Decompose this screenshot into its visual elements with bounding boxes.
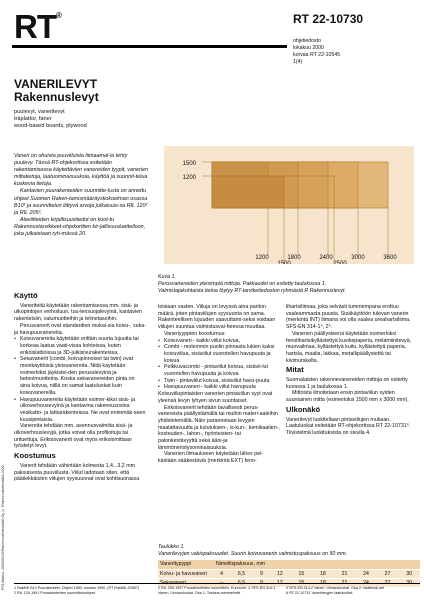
footnote: 3 SFS-EN 314-2 Vaneri. Liimausluokat. Osa 2: Vaatimuk-set [286, 586, 385, 590]
term: wood-based boards, plywood [14, 123, 87, 130]
meta-line: korvaa RT 22-10545 [293, 52, 341, 58]
paragraph: Suomalaisten rakennevanereiden mittoja on esitetty kuvassa 1 ja taulukossa 1. [286, 377, 408, 390]
section-heading: Mitat [286, 365, 304, 375]
board-1500 [212, 176, 284, 208]
paragraph: Erikoisvanerit tehdään tavallisesti perus-vanereista päällystämällä tai muihin materi-aaleihin yhdistelemällä. Näin parannetaan levyjen maalattavuutta ja kulutuksen-, is-kun-, kemikaalien-, kosteuden-, lahon-, hyönteisten- tai palonkestävyyttä sekä ääni-ja lämmöneristysominaisuuksia. [158, 404, 280, 451]
table-cell: Koivu- ja havuvaneri [158, 569, 214, 578]
paragraph: lihartsiliimaa, joka selvästi tummempana erottuu vaaleammasta puusta. Sisäkäyttöön tulevan vanerin (merkintä INT) liimana voi olla vaalea ureahartsiliima. SFS-EN 314-1⁴, 2⁵. [286, 304, 411, 331]
dim-label: 1500 [277, 261, 291, 264]
diagram-svg [164, 146, 414, 264]
term-list [14, 109, 87, 131]
meta-line: ohjetiedosto [293, 38, 321, 44]
title-sub: Rakennuslevyt [14, 90, 99, 104]
dim-label: 3600 [383, 255, 397, 261]
table-cell: 30 [398, 569, 420, 578]
footnotes-col1 [14, 586, 152, 595]
sheet-size-diagram [164, 146, 414, 264]
meta-line: lokakuu 2000 [293, 45, 324, 51]
dim-label: 1200 [182, 175, 196, 181]
paragraph: Vaneriyyppien koostumus: [164, 330, 226, 337]
table-caption-text: Vanerilevyjen vakiopaksuudet. Suurin koivuvanerin valmistuspaksuus on 50 mm. [158, 550, 348, 557]
paragraph: Vanerit tehdään vähintään kolmesta 1,4...3,2 mm paksuisesta puuviilusta. Viilut ladotaan siten, että pääilekkäisten viilujen syysuunnat ovat kohtisuorassa [14, 462, 140, 483]
dim-label: 2500 [333, 261, 347, 264]
table-header-cell: Vaneritypyppi [158, 560, 214, 569]
intro-paragraph: Alaviitteiden kirjallisuustiedot on koot-tu Rakennustarvikkeet-ohjekorttien kir-jallisuusluettelloon, joka julkaistaan ryh-mässä 20. [14, 216, 146, 238]
paragraph: Mittoista ilmoitetaan ensin pintaviilun syiden suuntainen mitta (esimerkiksi 1500 mm x 3000 mm). [286, 390, 409, 404]
footnotes-col3 [286, 586, 418, 595]
table-caption-label: Taulukko 1. [158, 544, 185, 550]
column-2 [158, 304, 280, 465]
section-heading: Koostumus [14, 451, 56, 461]
paragraph: Vanerien liimaukseen käytetään lähes pel-kästään sääkestäviä (merkintä EXT) feno- [158, 451, 264, 465]
dim-label: 2400 [319, 255, 333, 261]
column-1 [14, 290, 146, 483]
bullet-list [158, 338, 280, 392]
list-item: • Koivuvanereita käytetään erittäin suurta lujuutta tai korkeaa laatua vaati-vissa kohteissa, kuten erikoislattioissa ja 3D-julkisivurakenteissa. [14, 336, 146, 356]
section-heading: Käyttö [14, 291, 38, 300]
dim-label: 1800 [287, 255, 301, 261]
table-cell: 15 [291, 569, 313, 578]
table-cell: 6,5 [229, 569, 254, 578]
list-item: • Sekavanerit (combi, koivupinnoiset tai twin) ovat monikäyttöisiä yleisvanereita. Niitä käytetään esimerkiksi jäykistei-den perusslevyinä ja betonimuotteina. Koska sekavanereiden pinta on aina koivua, niillä on samat laatuluokat kuin koivuvanereilla. [14, 356, 146, 396]
list-item: • Koivuvaneri - kaikki viilut koivua, [158, 338, 280, 345]
intro-text [14, 153, 148, 238]
dim-label: 1500 [182, 161, 196, 167]
footnote: 6 RT 22-10731 Vanerilevyjen laatuluokat. [286, 590, 354, 595]
paragraph: toisiaan vasten. Viiluja on levyssä aina pariton määrä, joten pintaviilujen syysuunta on sama. Rakenteellisen lujuuden saavuttami-seksi voidaan viilujen suuntaa valmistusvai-heessa muuttaa. [158, 304, 276, 331]
paragraph: Perusvanerit ovat standardien mukai-sia koivu-, seka- ja havupuuvanereita. [14, 322, 147, 336]
column-3 [286, 304, 416, 437]
dim-label: 3000 [351, 255, 365, 261]
table-cell: 21 [334, 569, 356, 578]
term: träplattor, faner [14, 116, 52, 123]
caption-label: Kuva 1. [158, 274, 176, 280]
caption-line: Valmistajakohtaista tietoa löytyy RT-tarviketiedoston ryhmästä R Rakennuslevyt. [158, 287, 346, 294]
header-rule [12, 45, 287, 48]
intro-paragraph: Vaneri on ohuista puuviiluista liimaamal-la tehty puulevy. Tässä RT-ohjekortissa esitetään rakentamisessa käytettävien vanereiden tyypit, vanerien mittatietoja, laatuominaisuuksia, käyttöä ja suunnit-telua koskevia tietoja. [14, 153, 148, 188]
paragraph: Vanereita tehdään mm. asennusvalmiita sisä- ja ulkoverhouslevyjä, jotka voivat olla profiloituja tai urituettuja. Erikoisvanerit ovat myös erikoismittaan työstetyt levyt. [14, 423, 133, 450]
intro-paragraph: Kantavien puurakenteiden suunnitte-lusta on annettu ohjeet Suomen Raken-tamismääräyskokoelman osassa B10¹ ja suunnittelun liittyvä arvoja julkaisuis-sa RIL 120² ja RIL 205³. [14, 188, 148, 216]
list-item: • Combi - molemmin puolin pinnasta lukien kaksi koivuviilua, sisäviilut vuorotellen havupuuta ja koivua [158, 344, 280, 364]
list-item: • Havupuuvaneri - kaikki viilut havupuuta [158, 384, 280, 391]
meta-line: 1(4) [293, 59, 303, 65]
table-cell: 27 [377, 569, 399, 578]
bullet-list [14, 336, 146, 423]
section-heading: Ulkonäkö [286, 404, 321, 414]
figure-caption [158, 274, 418, 294]
table-header-row [158, 560, 420, 569]
footnote: 1 RakMK B10 Puurakenteet. Ohjeet 1983, muutos 1990. (RT RakMK-20957) [14, 586, 140, 590]
footnote-rule [14, 583, 420, 584]
table-caption [158, 544, 418, 557]
table-cell: 24 [355, 569, 377, 578]
paragraph: Koivuviilupintaisten vanerien pintaviilun syyt ovat yleensä levyn lyhyen sivun suuntaiset. [158, 391, 273, 404]
rt-logo: RT® [14, 8, 62, 45]
card-code: RT 22-10730 [293, 12, 364, 26]
term: puulevyt, vanerilevyt [14, 109, 65, 115]
table-cell: 9 [254, 569, 269, 578]
paragraph: Vaneriteitä käytetään rakentamisessa mm. sisä- ja ulkopintojen verhoiluun, tuu-lensuojalevyinä, kantavien rakenteisiin, valumuotteihin ja telinetasoihin. [14, 302, 143, 323]
table-cell: 4 [214, 569, 229, 578]
list-item: • Havupuuvanereita käytetään esimer-kiksi sisä- ja ulkoverhousevyinä ja kantavina rakennusosina vesikatto- ja lattiarakenteissa. Ne ovat enimmäk-seen kuusipintaisia. [14, 397, 146, 424]
list-item: • Twin - pintaviilut koivua, sisäviilut havu-puuta [158, 378, 280, 385]
paragraph: Vanerien päällysteenä käytetään esimerkiksi fenolihartsikyllästettyä kuvikepaperia, melamiinilevyä, muovailmaa, kyllästettyä kuitu, kyllästettyä paperia, hartsia, maalia, lakkaa, metallipäällystettä tai kivimurskelta. [286, 330, 412, 364]
paragraph: Vanerilevyt luokitellaan pintaviilujen mukaan. Laatuluokat esitetään RT-ohjekortissa RT 22-10731⁶. Tiivistelmä luokituksista on sivulla 4. [286, 416, 411, 436]
footnote: 2 RIL 120-1991 Puurakenteiden suunnitteluohjeet. [14, 590, 97, 595]
title-main: VANERILEVYT [14, 77, 98, 91]
page-title [14, 78, 99, 104]
footnote: 2 RIL 205-1997 Puurakenteiden suunnittelu. Eurocorrr. 4 SFS-EN 314-1 Vaneri. Liimausluokat. Osa 1: Testaus-menetelmät. [158, 586, 276, 595]
card-meta [293, 38, 340, 66]
table-row [158, 569, 420, 578]
footnotes-col2 [158, 586, 280, 595]
table-cell: 18 [312, 569, 334, 578]
table-header-cell: Nimellispaksuus, mm [214, 560, 420, 569]
list-item: • Pelkkuvacombi - pintaviilut koivua, sisävii-lut vuorotellen havupuuta ja koivua [158, 364, 280, 377]
dim-label: 1200 [255, 255, 269, 261]
side-imprint: PS1/ttilaisu: 2000/05/20/Rakennustietosäätiö Oy © Rakennustietosäätiö 2000 [1, 465, 5, 590]
caption-line: Perusvanereiden yleisimpiä mittoja. Pakkaudet on esitetty taulukossa 1. [158, 280, 327, 287]
table-cell: 12 [269, 569, 291, 578]
